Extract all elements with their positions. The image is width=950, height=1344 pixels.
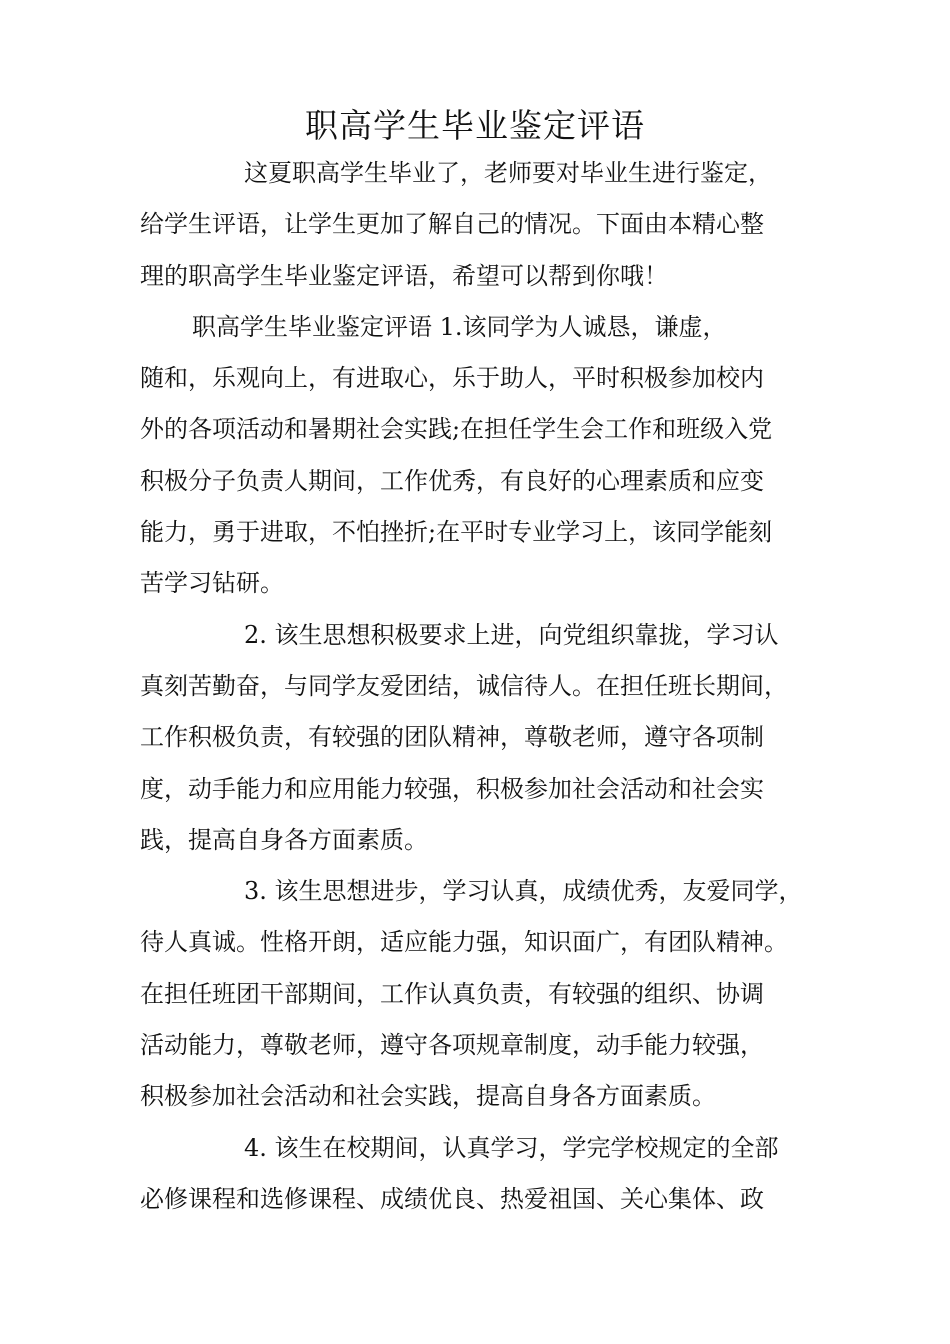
text-line: 积极分子负责人期间，工作优秀，有良好的心理素质和应变 xyxy=(140,466,764,495)
text-line: 工作积极负责，有较强的团队精神，尊敬老师，遵守各项制 xyxy=(140,723,764,752)
text-line: 度，动手能力和应用能力较强，积极参加社会活动和社会实 xyxy=(140,774,764,803)
text-line: 践，提高自身各方面素质。 xyxy=(140,825,428,854)
document-title: 职高学生毕业鉴定评语 xyxy=(305,106,645,145)
text-line: 在担任班团干部期间，工作认真负责，有较强的组织、协调 xyxy=(140,979,764,1008)
text-line: 能力，勇于进取，不怕挫折;在平时专业学习上，该同学能刻 xyxy=(140,518,773,547)
text-line: 理的职高学生毕业鉴定评语，希望可以帮到你哦！ xyxy=(140,261,668,290)
text-line: 外的各项活动和暑期社会实践;在担任学生会工作和班级入党 xyxy=(140,415,773,444)
text-line: 积极参加社会活动和社会实践，提高自身各方面素质。 xyxy=(140,1082,716,1111)
text-line: 给学生评语，让学生更加了解自己的情况。下面由本精心整 xyxy=(140,210,764,239)
text-line: 必修课程和选修课程、成绩优良、热爱祖国、关心集体、政 xyxy=(140,1184,764,1213)
text-line: 3. 该生思想进步，学习认真，成绩优秀，友爱同学， xyxy=(244,877,803,906)
text-line: 苦学习钻研。 xyxy=(140,569,284,598)
text-line: 真刻苦勤奋，与同学友爱团结，诚信待人。在担任班长期间， xyxy=(140,671,788,700)
text-line: 4. 该生在校期间，认真学习，学完学校规定的全部 xyxy=(244,1133,779,1162)
text-line: 随和，乐观向上，有进取心，乐于助人，平时积极参加校内 xyxy=(140,364,764,393)
text-line: 2. 该生思想积极要求上进，向党组织靠拢，学习认 xyxy=(244,620,779,649)
document-body xyxy=(140,148,840,1225)
text-line: 职高学生毕业鉴定评语 1.该同学为人诚恳，谦虚， xyxy=(192,312,727,341)
text-line: 这夏职高学生毕业了，老师要对毕业生进行鉴定， xyxy=(244,159,772,187)
text-line: 活动能力，尊敬老师，遵守各项规章制度，动手能力较强， xyxy=(140,1031,764,1060)
text-line: 待人真诚。性格开朗，适应能力强，知识面广，有团队精神。 xyxy=(140,928,788,957)
